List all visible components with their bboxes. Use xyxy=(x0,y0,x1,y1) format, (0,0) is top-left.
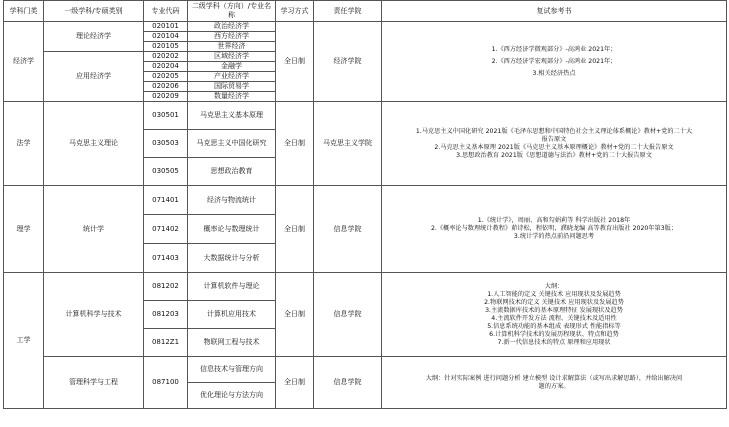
second-level-cell: 马克思主义基本原理 xyxy=(188,102,276,130)
ref-line: 3.统计学的热点前沿问题思考 xyxy=(513,233,595,240)
school-cell: 马克思主义学院 xyxy=(314,102,382,186)
code-cell: 020206 xyxy=(144,82,188,92)
category-cell: 经济学 xyxy=(4,22,44,102)
second-level-cell: 国际贸易学 xyxy=(188,82,276,92)
study-mode-cell: 全日制 xyxy=(276,186,314,273)
ref-line: 大纲： xyxy=(544,282,564,290)
school-cell: 信息学院 xyxy=(314,357,382,409)
ref-line: 4.主流软件开发方法 流程、关键技术及适用性 xyxy=(491,314,617,322)
second-level-cell: 世界经济 xyxy=(188,42,276,52)
first-level-cell: 管理科学与工程 xyxy=(44,357,144,409)
school-cell: 经济学院 xyxy=(314,22,382,102)
header-school: 责任学院 xyxy=(314,1,382,22)
school-cell: 信息学院 xyxy=(314,273,382,357)
second-level-cell: 西方经济学 xyxy=(188,32,276,42)
header-second-level: 二级学科（方向）/专业名称 xyxy=(188,1,276,22)
study-mode-cell: 全日制 xyxy=(276,357,314,409)
second-level-cell: 物联网工程与技术 xyxy=(188,329,276,357)
code-cell: 020205 xyxy=(144,72,188,82)
second-level-cell: 政治经济学 xyxy=(188,22,276,32)
ref-line: 大纲：针对实际案例 进行问题分析 建立模型 设计求解算法（或写出求解思路），并给出解决问 xyxy=(425,374,683,382)
second-level-cell: 概率论与数理统计 xyxy=(188,215,276,244)
code-cell: 020105 xyxy=(144,42,188,52)
second-level-cell: 经济与物流统计 xyxy=(188,186,276,215)
table-row xyxy=(4,102,727,130)
table-row xyxy=(4,22,727,32)
category-cell: 工学 xyxy=(4,273,44,409)
code-cell: 020209 xyxy=(144,92,188,102)
refs-cell xyxy=(382,357,727,409)
second-level-cell: 思想政治教育 xyxy=(188,158,276,186)
school-cell: 信息学院 xyxy=(314,186,382,273)
refs-cell xyxy=(382,102,727,186)
first-level-cell: 计算机科学与技术 xyxy=(44,273,144,357)
ref-line: 1.《统计学》，周丽、高和勾娟莉等 科学出版社 2018年 xyxy=(477,217,631,224)
first-level-cell: 统计学 xyxy=(44,186,144,273)
second-level-cell: 大数据统计与分析 xyxy=(188,244,276,273)
ref-line: 1.马克思主义中国化研究 2021版《毛泽东思想和中国特色社会主义理论体系概论》教材+党的二十大 xyxy=(415,127,693,135)
code-cell: 0812Z1 xyxy=(144,329,188,357)
second-level-cell: 产业经济学 xyxy=(188,72,276,82)
ref-line: 2.马克思主义基本原理 2021版《马克思主义基本原理概论》教材+党的二十大报告原文 xyxy=(434,143,674,151)
ref-line: 1.《西方经济学微观部分》-高鸿业 2021年； xyxy=(491,45,617,53)
header-first-level: 一级学科/专硕类别 xyxy=(44,1,144,22)
code-cell: 030505 xyxy=(144,158,188,186)
study-mode-cell: 全日制 xyxy=(276,22,314,102)
table-row xyxy=(4,357,727,383)
ref-line: 5.信息系统功能的基本组成 表现形式 性能指标等 xyxy=(487,322,621,330)
study-mode-cell: 全日制 xyxy=(276,102,314,186)
second-level-cell: 金融学 xyxy=(188,62,276,72)
code-cell: 071403 xyxy=(144,244,188,273)
ref-line: 2.物联网技术的定义 关键技术 应用现状及发展趋势 xyxy=(484,298,624,306)
refs-cell xyxy=(382,273,727,357)
ref-line: 3.思想政治教育 2021版《思想道德与法治》教材+党的二十大报告原文 xyxy=(456,151,652,159)
ref-line: 报告原文 xyxy=(541,135,567,143)
study-mode-cell: 全日制 xyxy=(276,273,314,357)
header-refs: 复试参考书 xyxy=(382,1,727,22)
code-cell: 081203 xyxy=(144,301,188,329)
ref-line: 3.主流数据库技术的基本原理特征 发展现状及趋势 xyxy=(485,306,623,314)
ref-line: 2.《概率论与数理统计教程》茆诗松，程依明，濮晓龙编 高等教育出版社 2020年第3版； xyxy=(430,225,678,232)
code-cell: 030503 xyxy=(144,130,188,158)
second-level-cell: 区域经济学 xyxy=(188,52,276,62)
code-cell: 020104 xyxy=(144,32,188,42)
ref-line: 1.人工智能的定义 关键技术 应用现状及发展趋势 xyxy=(487,290,621,298)
code-cell: 030501 xyxy=(144,102,188,130)
table-row xyxy=(4,273,727,301)
refs-cell xyxy=(382,186,727,273)
first-level-cell: 马克思主义理论 xyxy=(44,102,144,186)
first-level-cell: 应用经济学 xyxy=(44,52,144,102)
code-cell: 020202 xyxy=(144,52,188,62)
code-cell: 087100 xyxy=(144,357,188,409)
header-code: 专业代码 xyxy=(144,1,188,22)
header-row xyxy=(4,1,727,22)
table-row xyxy=(4,186,727,215)
ref-line: 6.计算机科学技术的发展历程现状、特点和趋势 xyxy=(489,330,619,338)
second-level-cell: 马克思主义中国化研究 xyxy=(188,130,276,158)
header-study-mode: 学习方式 xyxy=(276,1,314,22)
ref-line: 7.新一代信息技术的特点 原理和应用现状 xyxy=(497,338,611,346)
second-level-cell: 数量经济学 xyxy=(188,92,276,102)
second-level-cell: 信息技术与管理方向 xyxy=(188,357,276,383)
code-cell: 081202 xyxy=(144,273,188,301)
code-cell: 020204 xyxy=(144,62,188,72)
second-level-cell: 计算机软件与理论 xyxy=(188,273,276,301)
second-level-cell: 优化理论与方法方向 xyxy=(188,383,276,409)
ref-line: 3.相关经济热点 xyxy=(532,69,576,77)
program-table xyxy=(3,0,727,409)
category-cell: 法学 xyxy=(4,102,44,186)
code-cell: 071401 xyxy=(144,186,188,215)
ref-line: 题的方案。 xyxy=(538,382,570,390)
second-level-cell: 计算机应用技术 xyxy=(188,301,276,329)
code-cell: 071402 xyxy=(144,215,188,244)
code-cell: 020101 xyxy=(144,22,188,32)
header-category: 学科门类 xyxy=(4,1,44,22)
first-level-cell: 理论经济学 xyxy=(44,22,144,52)
ref-line: 2.《西方经济学宏观部分》-高鸿业 2021年； xyxy=(491,57,617,65)
category-cell: 理学 xyxy=(4,186,44,273)
refs-cell xyxy=(382,22,727,102)
